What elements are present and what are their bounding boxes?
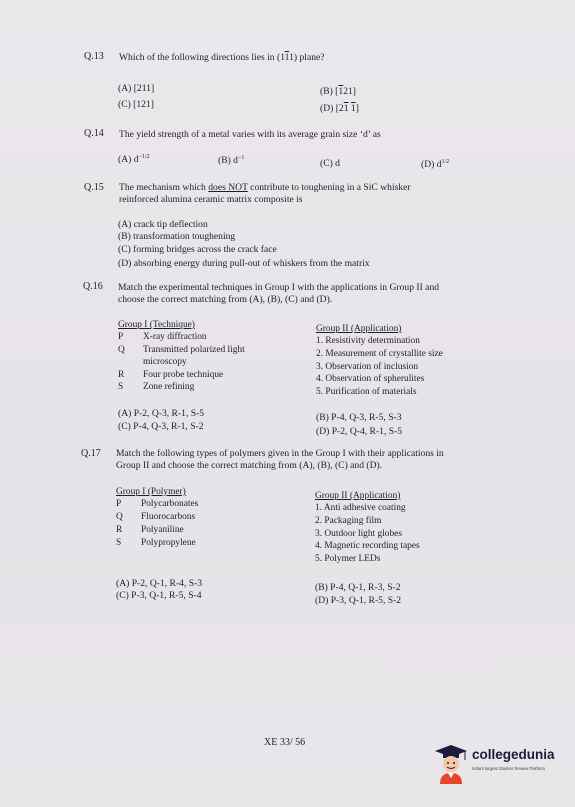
- group-1-key: Q: [118, 345, 125, 355]
- group-2-title: Group II (Application): [315, 491, 401, 501]
- option-d: (D) [21 1]: [320, 103, 359, 114]
- group-2-item: 3. Outdoor light globes: [315, 529, 402, 539]
- option-c: (C) [121]: [118, 99, 154, 110]
- option-a: (A) crack tip deflection: [118, 219, 208, 230]
- group-1-key: Q: [116, 512, 123, 522]
- option-b: (B) transformation toughening: [118, 231, 236, 242]
- group-2-item: 2. Packaging film: [315, 516, 382, 526]
- group-1-item: Four probe technique: [143, 370, 224, 380]
- option-a: (A) P-2, Q-3, R-1, S-5: [118, 408, 205, 419]
- option-a: (A) [211]: [118, 83, 155, 94]
- group-2-item: 3. Observation of inclusion: [316, 362, 419, 372]
- option-b: (B) $d^{-1}$: [218, 155, 245, 166]
- option-c: (C) P-3, Q-1, R-5, S-4: [116, 590, 202, 601]
- question-text-line2: choose the correct matching from (A), (B), (C) and (D).: [118, 294, 333, 305]
- question-text: The yield strength of a metal varies with its average grain size ‘d’ as: [119, 129, 381, 140]
- question-text-line2: reinforced alumina ceramic matrix composite is: [119, 194, 303, 205]
- group-1-key: P: [116, 499, 122, 509]
- group-1-title: Group I (Technique): [118, 320, 195, 330]
- group-1-item: Polyaniline: [141, 525, 184, 535]
- option-b: (B) P-4, Q-3, R-5, S-3: [316, 412, 402, 423]
- question-text: Match the following types of polymers given in the Group I with their applications in: [116, 448, 444, 459]
- question-number: Q.17: [81, 448, 101, 459]
- group-1-item: Zone refining: [143, 382, 195, 392]
- group-2-title: Group II (Application): [316, 324, 402, 334]
- group-1-key: R: [116, 525, 123, 535]
- question-text: Which of the following directions lies in (111) plane?: [119, 52, 325, 63]
- group-2-item: 5. Polymer LEDs: [315, 554, 381, 564]
- group-1-key: R: [118, 370, 125, 380]
- collegedunia-logo: [432, 742, 572, 788]
- group-1-key: S: [116, 538, 122, 548]
- group-1-item: Transmitted polarized light: [143, 345, 245, 355]
- question-text: The mechanism which does NOT contribute to toughening in a SiC whisker: [119, 182, 411, 193]
- logo-tagline: India's largest Student Review Platform: [472, 766, 545, 771]
- question-number: Q.16: [83, 281, 103, 292]
- group-1-item: Fluorocarbons: [141, 512, 196, 522]
- page-number: XE 33/ 56: [264, 737, 306, 748]
- option-d: (D) P-3, Q-1, R-5, S-2: [315, 595, 402, 606]
- group-2-item: 5. Purification of materials: [316, 387, 417, 397]
- option-a: (A) P-2, Q-1, R-4, S-3: [116, 578, 203, 589]
- option-c: (C) forming bridges across the crack face: [118, 244, 277, 255]
- option-a: (A) $d^{-1/2}$: [118, 154, 150, 165]
- graduate-mascot-icon: [432, 742, 470, 786]
- option-b: (B) P-4, Q-1, R-3, S-2: [315, 582, 401, 593]
- option-c: (C) P-4, Q-3, R-1, S-2: [118, 421, 204, 432]
- group-1-key: P: [118, 332, 124, 342]
- group-1-item: X-ray diffraction: [143, 332, 207, 342]
- group-2-item: 1. Anti adhesive coating: [315, 503, 406, 513]
- option-d: (D) P-2, Q-4, R-1, S-5: [316, 426, 403, 437]
- question-number: Q.14: [84, 128, 104, 139]
- group-1-item: microscopy: [143, 357, 187, 367]
- option-d: (D) $d^{1/2}$: [421, 159, 450, 170]
- group-1-title: Group I (Polymer): [116, 487, 186, 497]
- group-2-item: 1. Resistivity determination: [316, 336, 420, 346]
- logo-wordmark: collegedunia: [472, 747, 555, 762]
- group-1-item: Polycarbonates: [141, 499, 199, 509]
- option-c: (C) d: [320, 158, 340, 169]
- group-2-item: 4. Observation of spherulites: [316, 374, 425, 384]
- group-2-item: 4. Magnetic recording tapes: [315, 541, 420, 551]
- question-number: Q.15: [84, 182, 104, 193]
- group-1-item: Polypropylene: [141, 538, 196, 548]
- option-d: (D) absorbing energy during pull-out of whiskers from the matrix: [118, 258, 370, 269]
- question-text-line2: Group II and choose the correct matching from (A), (B), (C) and (D).: [116, 460, 383, 471]
- question-number: Q.13: [84, 51, 104, 62]
- group-1-key: S: [118, 382, 124, 392]
- group-2-item: 2. Measurement of crystallite size: [316, 349, 443, 359]
- option-b: (B) [121]: [320, 86, 356, 97]
- question-text: Match the experimental techniques in Group I with the applications in Group II and: [118, 282, 440, 293]
